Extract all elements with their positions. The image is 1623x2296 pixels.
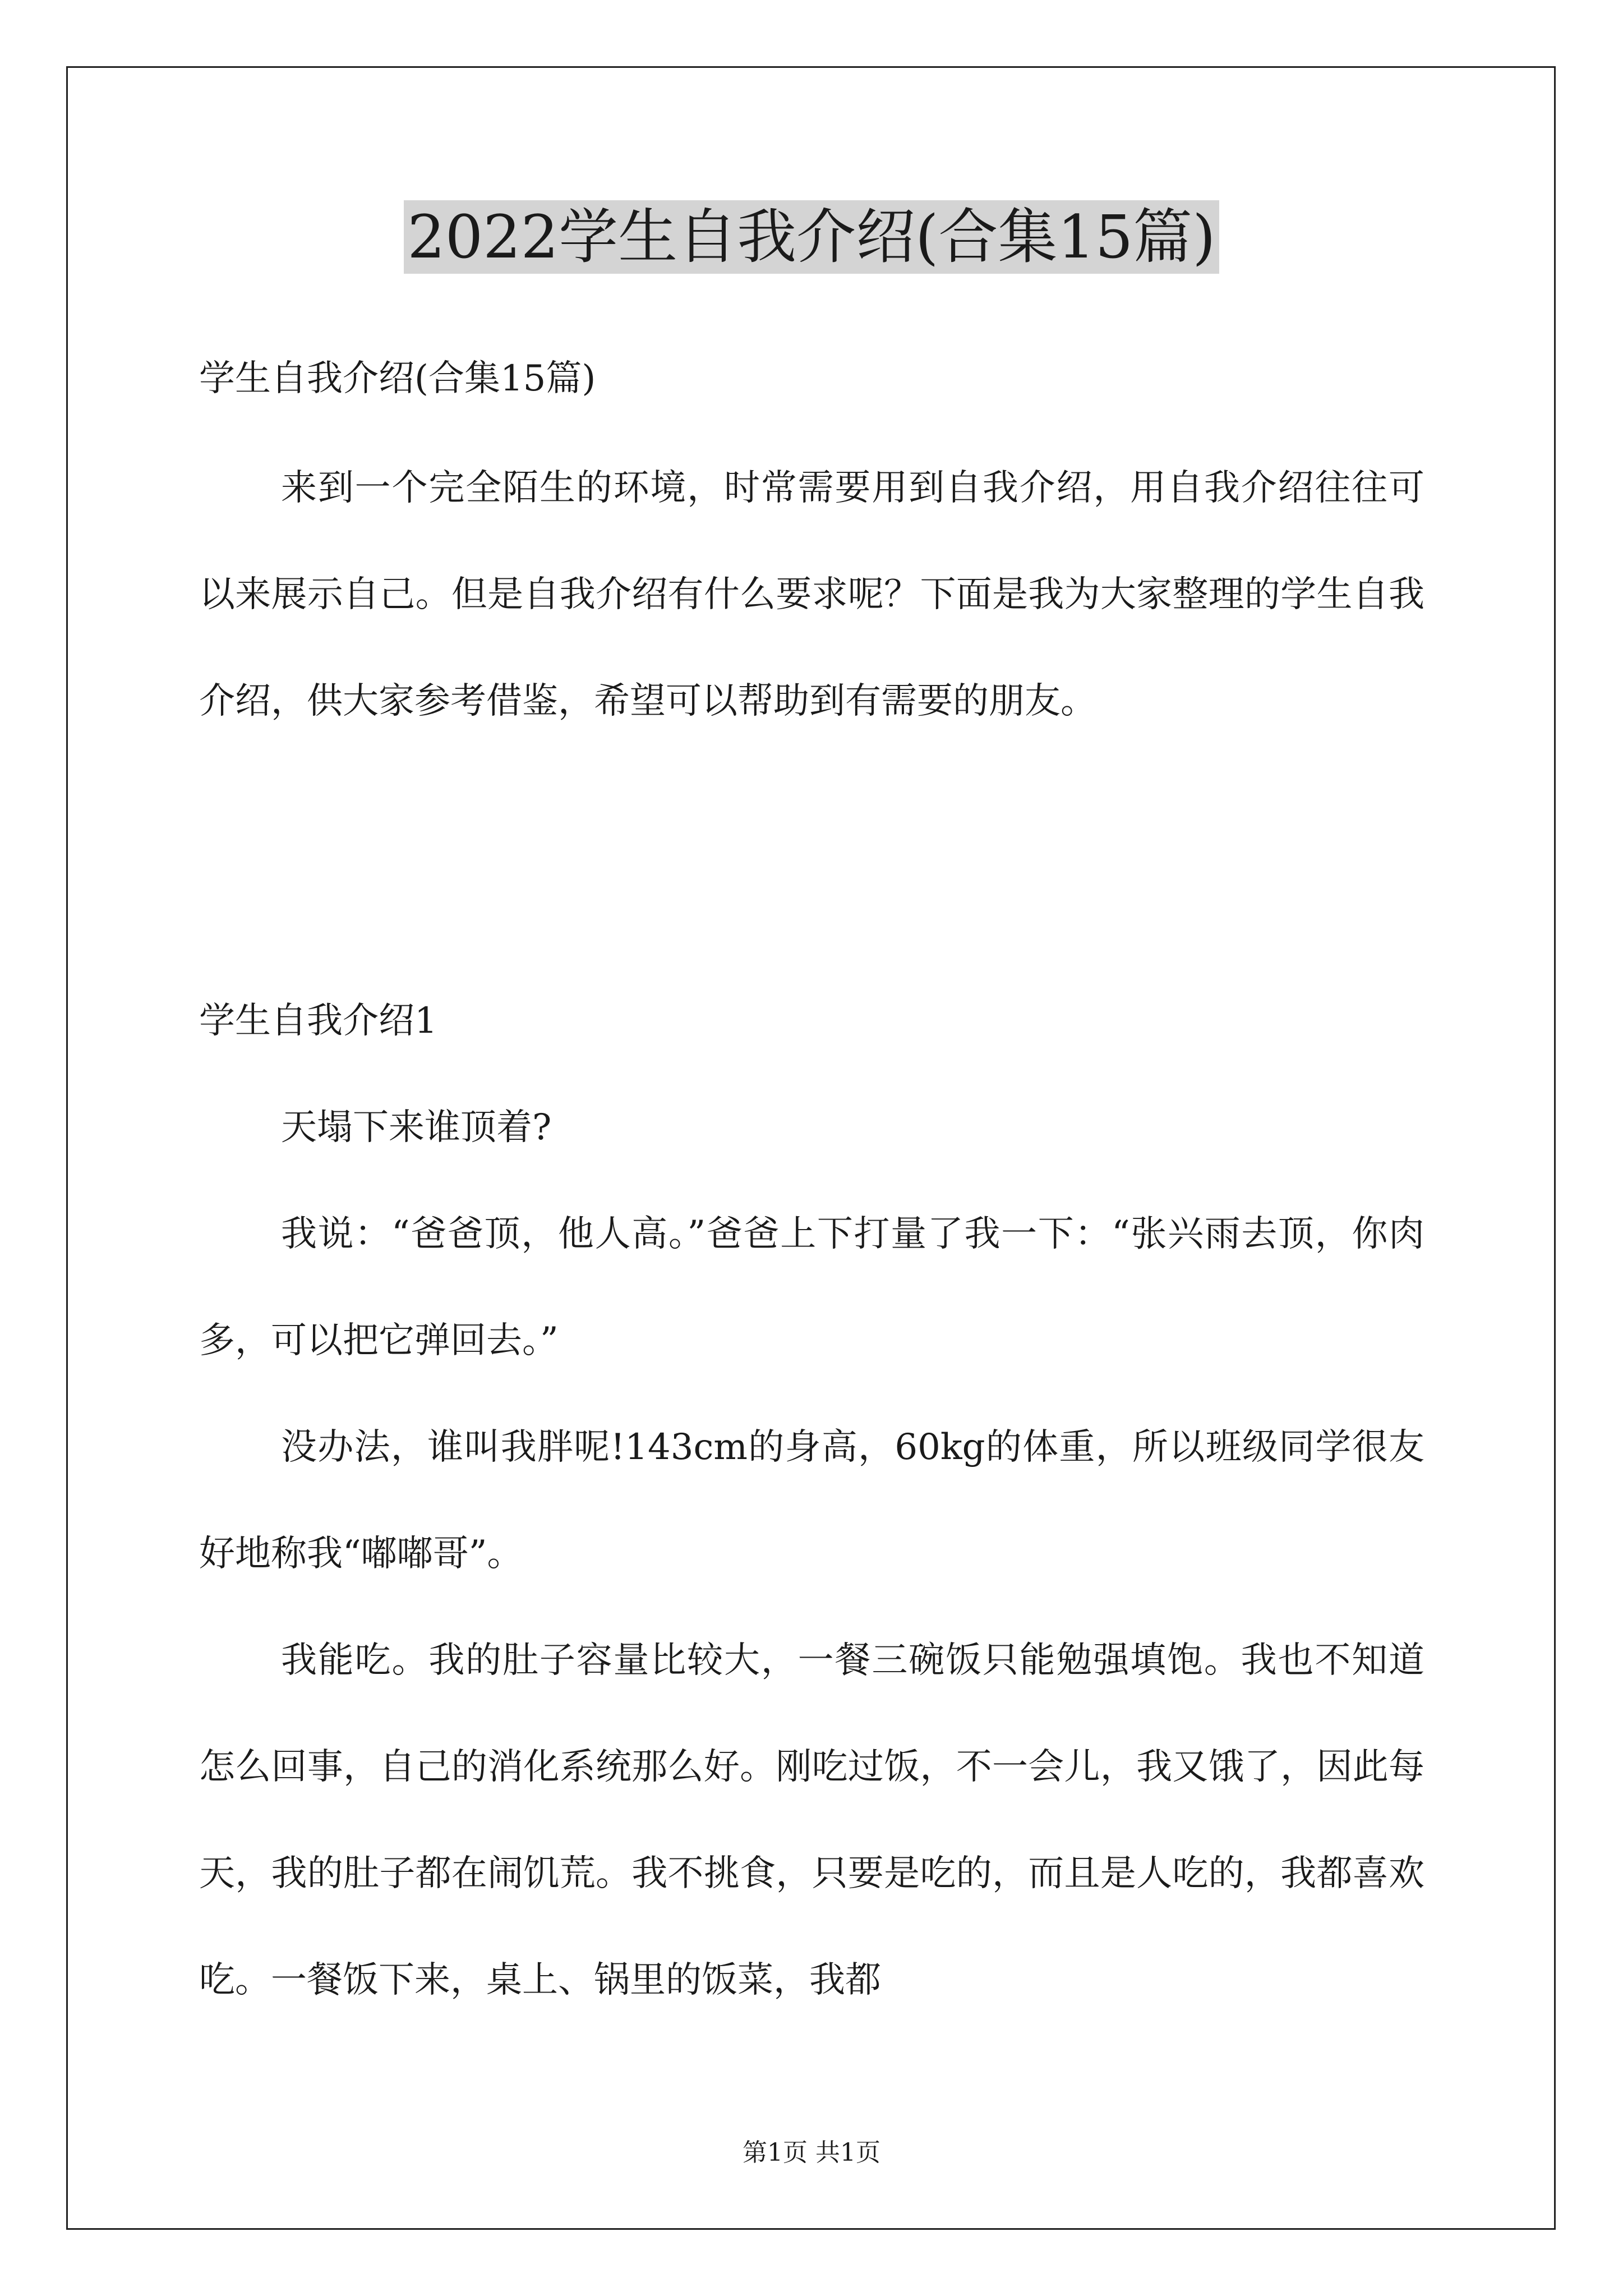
- body-paragraph: 天塌下来谁顶着?: [281, 1107, 552, 1148]
- section-heading: 学生自我介绍1: [199, 1000, 437, 1042]
- body-paragraph: 我说：“爸爸顶，他人高。”爸爸上下打量了我一下：“张兴雨去顶，你肉多，可以把它弹回去。”: [199, 1213, 1424, 1361]
- page-footer: 第1页 共1页: [743, 2138, 880, 2167]
- body-paragraph: 我能吃。我的肚子容量比较大，一餐三碗饭只能勉强填饱。我也不知道怎么回事，自己的消化系统那么好。刚吃过饭，不一会儿，我又饿了，因此每天，我的肚子都在闹饥荒。我不挑食，只要是吃的，而且是人吃的，我都喜欢吃。一餐饭下来，桌上、锅里的饭菜，我都: [199, 1640, 1424, 2001]
- document-title: [0, 195, 1623, 279]
- body-paragraph: 没办法，谁叫我胖呢!143cm的身高，60kg的体重，所以班级同学很友好地称我“嘟嘟哥”。: [199, 1427, 1424, 1575]
- document-subtitle: 学生自我介绍(合集15篇): [199, 358, 596, 399]
- intro-paragraph: 来到一个完全陌生的环境，时常需要用到自我介绍，用自我介绍往往可以来展示自己。但是自我介绍有什么要求呢？下面是我为大家整理的学生自我介绍，供大家参考借鉴，希望可以帮助到有需要的朋友。: [199, 467, 1424, 722]
- document-title-text: 2022学生自我介绍(合集15篇): [404, 200, 1219, 274]
